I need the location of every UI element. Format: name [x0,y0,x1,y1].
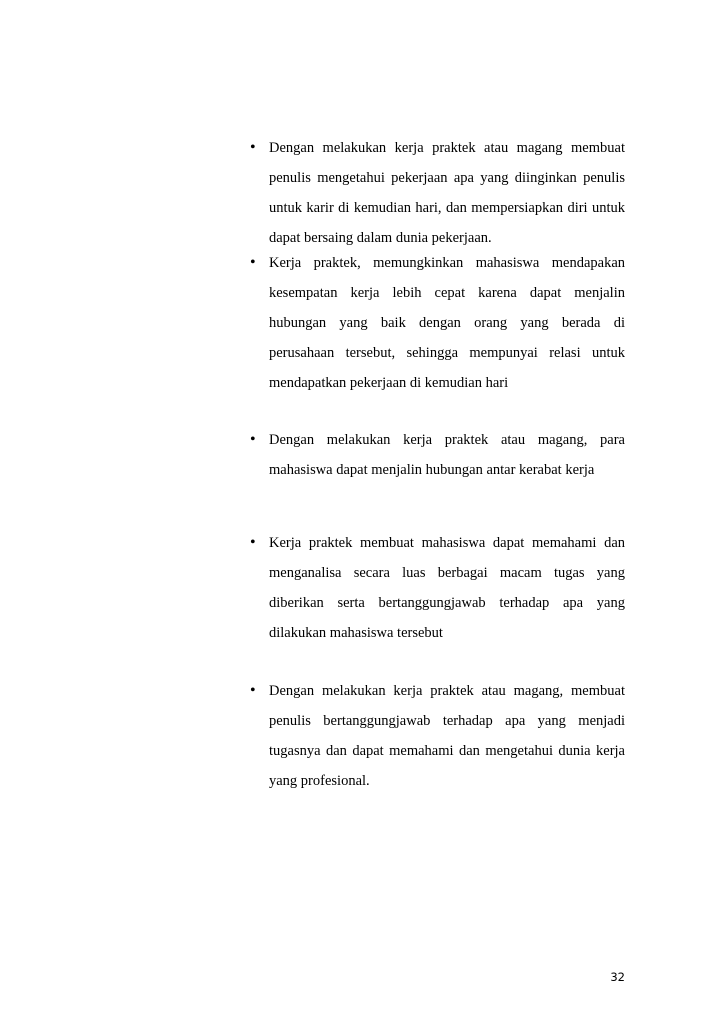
bullet-text: Dengan melakukan kerja praktek atau magang membuat penulis mengetahui pekerjaan apa yang diinginkan penulis untuk karir di kemudian hari, dan mempersiapkan diri untuk dapat bersaing dalam dunia pekerjaan. [269,140,625,246]
bullet-text: Dengan melakukan kerja praktek atau magang, membuat penulis bertanggungjawab terhadap apa yang menjadi tugasnya dan dapat memahami dan mengetahui dunia kerja yang profesional. [269,683,625,789]
bullet-item-5 [250,676,625,796]
bullet-item-2 [250,248,625,398]
bullet-icon: • [250,254,256,271]
bullet-item-4 [250,528,625,648]
bullet-icon: • [250,534,256,551]
bullet-item-3 [250,425,625,485]
bullet-item-1 [250,133,625,253]
bullet-icon: • [250,139,256,156]
bullet-text: Dengan melakukan kerja praktek atau magang, para mahasiswa dapat menjalin hubungan antar kerabat kerja [269,432,625,478]
bullet-icon: • [250,682,256,699]
bullet-text: Kerja praktek membuat mahasiswa dapat memahami dan menganalisa secara luas berbagai macam tugas yang diberikan serta bertanggungjawab terhadap apa yang dilakukan mahasiswa tersebut [269,535,625,641]
bullet-icon: • [250,431,256,448]
page-number: 32 [610,970,625,984]
bullet-text: Kerja praktek, memungkinkan mahasiswa mendapakan kesempatan kerja lebih cepat karena dapat menjalin hubungan yang baik dengan orang yang berada di perusahaan tersebut, sehingga mempunyai relasi untuk mendapatkan pekerjaan di kemudian hari [269,255,625,391]
